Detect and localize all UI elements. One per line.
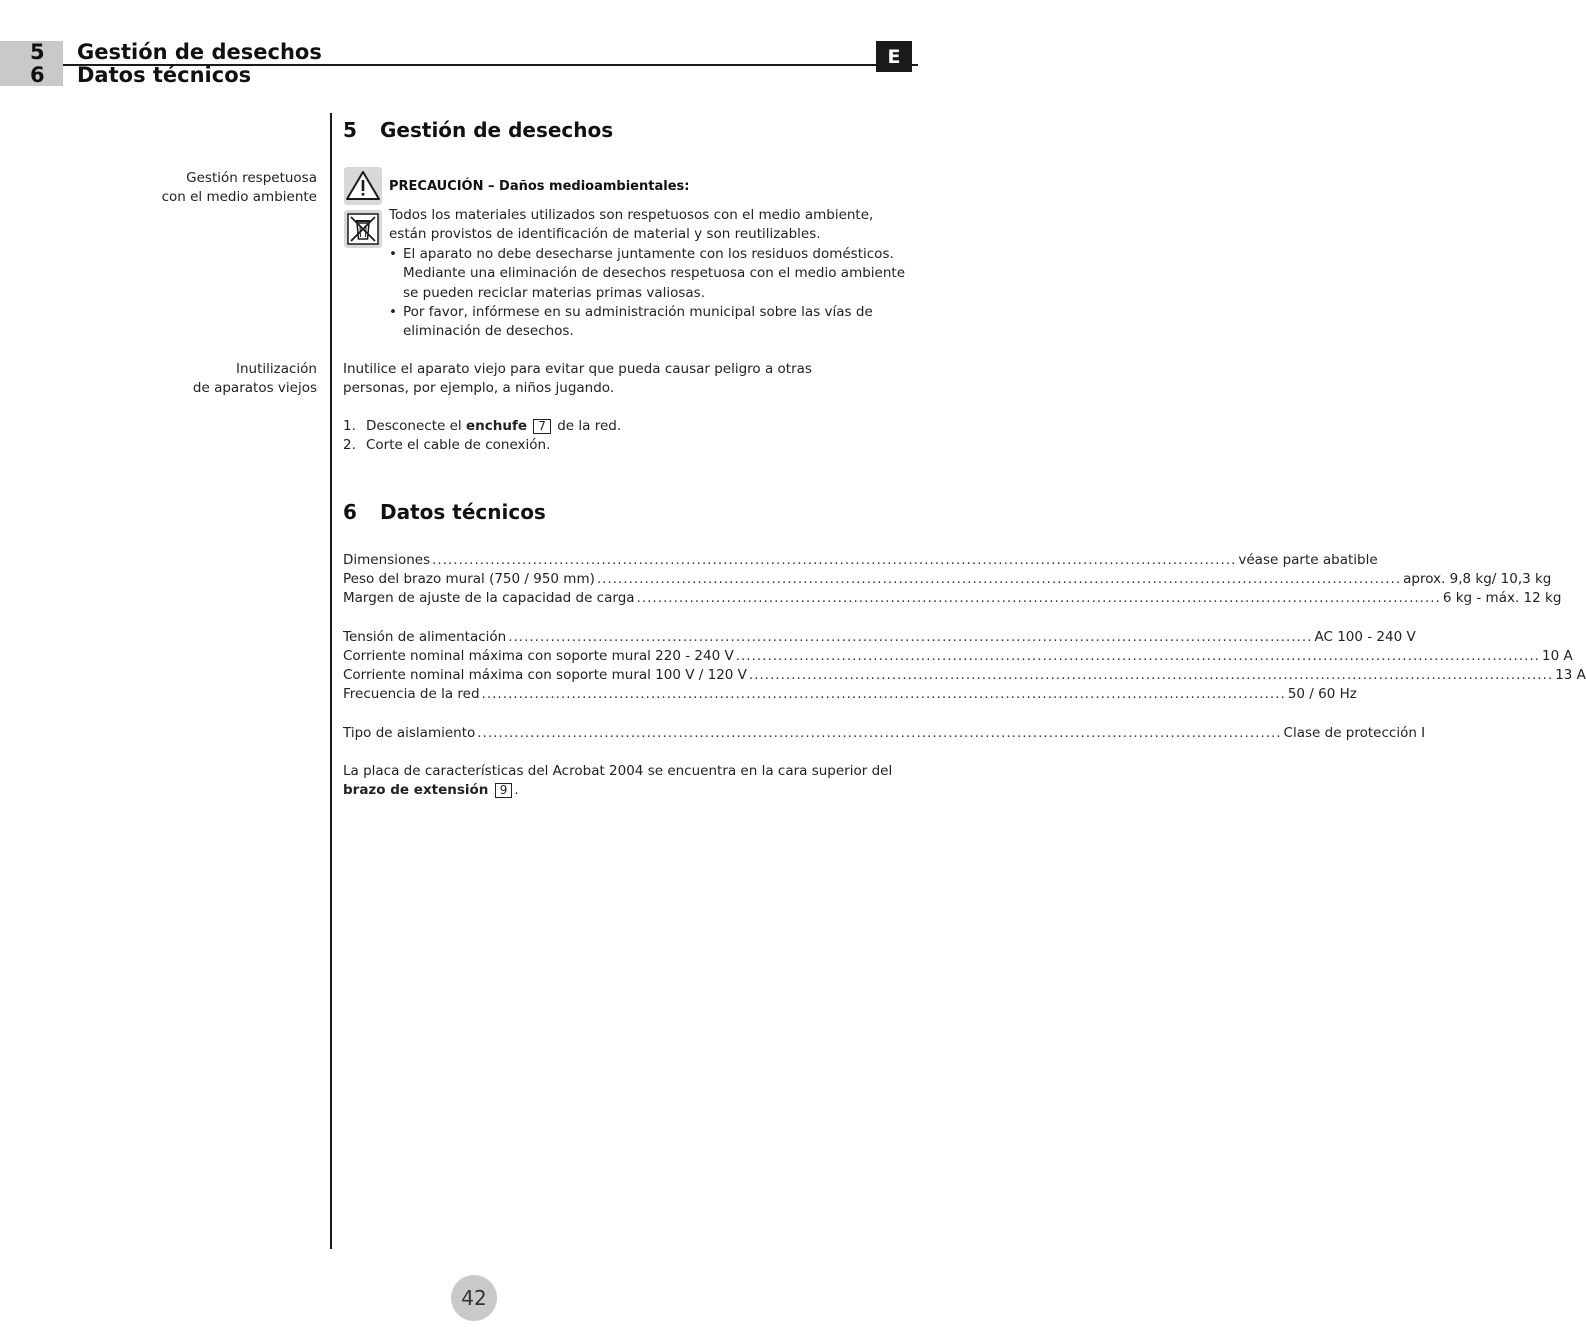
language-badge: E [876, 41, 912, 72]
spec-row: Tipo de aislamiento ........................................................................................................................................................ Clase de protección I [343, 725, 1426, 741]
header-chapter-number-2: 6 [30, 63, 45, 87]
warning-triangle-icon [344, 167, 382, 205]
header-chapter-number-1: 5 [30, 40, 45, 64]
spec-row: Margen de ajuste de la capacidad de carga ........................................................................................................................................................ 6 kg - máx. 12 kg [343, 590, 1562, 606]
nameplate-note: La placa de características del Acrobat 2004 se encuentra en la cara superior del brazo de extensión 9 . [343, 763, 893, 799]
page-number: 42 [451, 1275, 497, 1321]
warning-heading: PRECAUCIÓN – Daños medioambientales: [389, 179, 690, 194]
header-chapter-title-2: Datos técnicos [77, 63, 252, 87]
sidebar-note-disposal: Inutilización de aparatos viejos [192, 361, 317, 397]
crossed-bin-icon [344, 210, 382, 248]
spec-row: Frecuencia de la red ........................................................................................................................................................ 50 / 60 Hz [343, 686, 1357, 702]
part-reference: 9 [495, 783, 513, 798]
spec-row: Corriente nominal máxima con soporte mural 220 - 240 V ........................................................................................................................................................ 10 A [343, 648, 1573, 664]
list-item: • Por favor, infórmese en su administración municipal sobre las vías de eliminación de desechos. [389, 303, 911, 342]
spec-row: Corriente nominal máxima con soporte mural 100 V / 120 V ........................................................................................................................................................ 13 A [343, 667, 1586, 683]
step-1: 1. Desconecte el enchufe 7 de la red. [343, 418, 622, 434]
section-5-title: 5 Gestión de desechos [343, 118, 614, 142]
spec-row: Peso del brazo mural (750 / 950 mm) ........................................................................................................................................................ aprox. 9,8 kg/ 10,3 kg [343, 571, 1552, 587]
spec-row: Dimensiones ........................................................................................................................................................ véase parte abatible [343, 552, 1378, 568]
section-6-title: 6 Datos técnicos [343, 500, 546, 524]
warning-bullets [389, 245, 911, 341]
column-divider [330, 113, 332, 1249]
part-reference: 7 [533, 419, 551, 434]
spec-row: Tensión de alimentación ........................................................................................................................................................ AC 100 - 240 V [343, 629, 1416, 645]
warning-text: Todos los materiales utilizados son respetuosos con el medio ambiente, están provistos de identificación de material y son reutilizables. [389, 207, 874, 243]
list-item: • El aparato no debe desecharse juntamente con los residuos domésticos. Mediante una eliminación de desechos respetuosa con el medio ambiente se pueden reciclar materias primas valiosas. [389, 245, 911, 303]
header-chapter-title-1: Gestión de desechos [77, 40, 322, 64]
step-2: 2. Corte el cable de conexión. [343, 437, 551, 453]
sidebar-note-environment: Gestión respetuosa con el medio ambiente [161, 170, 317, 206]
disposal-intro: Inutilice el aparato viejo para evitar que pueda causar peligro a otras personas, por ejemplo, a niños jugando. [343, 361, 812, 397]
